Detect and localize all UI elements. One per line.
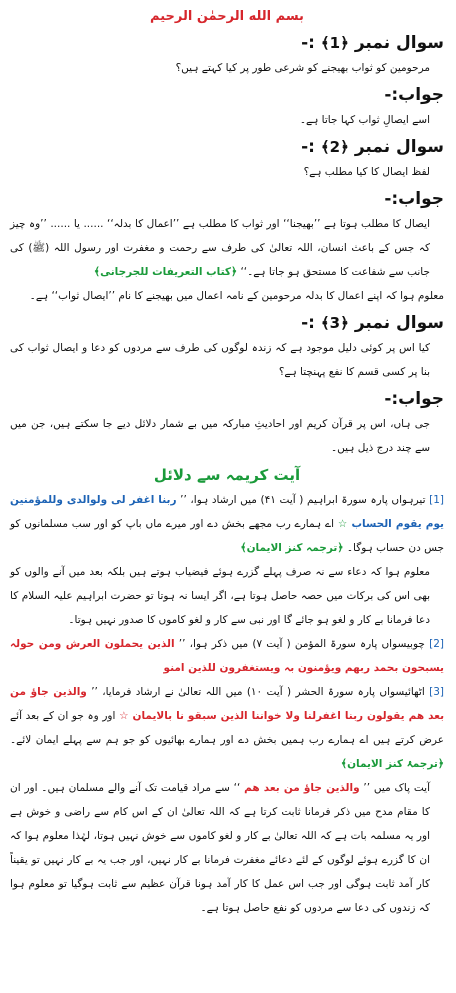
question-suffix: :- (301, 137, 315, 157)
answer-1-heading: جواب:- (384, 85, 444, 105)
evidence-translation: اور وہ جو ان کے بعد آئے عرض کرتے ہیں اے ہمارے رب ہمیں بخش دے اور ہمارے بھائیوں کو جو ہم سے پہلے ایمان لائے۔ (10, 710, 444, 746)
evidence-intro: چوبیسواں پارہ سورۃ المؤمن ( آیت ۷) میں ذکر ہوا، ’’ (178, 638, 425, 650)
question-3-text: کیا اس پر کوئی دلیل موجود ہے کہ زندہ لوگوں کی طرف سے مردوں کو دعا و ایصال ثواب کی بنا پر کسی قسم کا نفع پہنچتا ہے؟ (10, 342, 430, 378)
commentary-arabic: والذین جاؤ من بعد ھم (244, 782, 360, 794)
question-number: ﴿1﴾ (320, 34, 349, 52)
question-2-text: لفظ ایصال کا کیا مطلب ہے؟ (303, 166, 430, 178)
evidence-intro: تیرہواں پارہ سورۃ ابراہیم ( آیت ۴۱) میں ارشاد ہوا، ’’ (180, 494, 426, 506)
evidence-1 (10, 488, 444, 560)
commentary-lead: آیت پاک میں ’’ (363, 782, 430, 794)
question-2-heading (10, 136, 444, 158)
question-3-heading (10, 312, 444, 334)
answer-2-reference: ﴿کتاب التعریفات للجرجانی﴾ (93, 266, 238, 278)
question-label: سوال نمبر (354, 137, 444, 157)
evidence-reference: ﴿ترجمۂ کنز الایمان﴾ (340, 758, 444, 770)
answer-2-conclusion: معلوم ہوا کہ اپنے اعمال کا بدلہ مرحومین کے نامہ اعمال میں بھیجنے کا نام ’’ایصال ثواب‘‘ ہے۔ (29, 290, 444, 302)
evidence-intro: اٹھائیسواں پارہ سورۃ الحشر ( آیت ۱۰) میں اللہ تعالیٰ نے ارشاد فرمایا، ’’ (91, 686, 425, 698)
evidence-2 (10, 632, 444, 680)
evidence-arabic: ربنا اغفر لی ولوالدی وللمؤمنین یوم یقوم الحساب (10, 494, 444, 530)
evidence-3-commentary (10, 776, 444, 920)
evidence-number: [1] (429, 494, 445, 506)
evidence-translation: اے ہمارے رب مجھے بخش دے اور میرے ماں باپ کو اور سب مسلمانوں کو جس دن حساب ہوگا۔ (10, 518, 444, 554)
section-title: آیت کریمہ سے دلائل (153, 466, 301, 484)
question-1-text: مرحومین کو ثواب بھیجنے کو شرعی طور پر کیا کہتے ہیں؟ (175, 62, 430, 74)
commentary-rest: ‘‘ سے مراد قیامت تک آنے والے مسلمان ہیں۔ اور ان کا مقام مدح میں ذکر فرمانا ثابت کرتا ہے کہ اللہ تعالیٰ ان کے اس کام سے راضی و خوش ہے اور یہ مسلمہ بات ہے کہ اللہ تعالیٰ بے کار و لغو کاموں سے خوش نہیں ہوتا، لہٰذا معلوم ہوا کہ ان کا گزرے ہوئے لوگوں کے لئے دعائے مغفرت فرمانا بے کار نہیں، اور جب یہ بے کار نہیں تو یقیناً کار آمد ثابت ہوگی اور جب اس عمل کا کار آمد ہونا قرآن عظیم سے ثابت ہوگیا تو معلوم ہوا کہ زندوں کی دعا سے مردوں کو نفع حاصل ہوتا ہے۔ (10, 782, 430, 914)
answer-3-heading: جواب:- (384, 389, 444, 409)
evidence-number: [3] (429, 686, 444, 698)
question-label: سوال نمبر (354, 313, 444, 333)
star-icon: ☆ (119, 710, 129, 722)
answer-1-text: اسے ایصالِ ثواب کہا جاتا ہے۔ (299, 114, 430, 126)
question-number: ﴿2﴾ (320, 138, 349, 156)
answer-2-heading: جواب:- (384, 189, 444, 209)
answer-3-text: جی ہاں، اس پر قرآن کریم اور احادیثِ مبارکہ میں بے شمار دلائل دیے جا سکتے ہیں، جن میں سے چند درج ذیل ہیں۔ (10, 418, 430, 454)
evidence-reference: ﴿ترجمہ کنز الایمان﴾ (240, 542, 344, 554)
bismillah-header: بسم الله الرحمٰن الرحیم (150, 9, 304, 24)
evidence-number: [2] (429, 638, 444, 650)
question-suffix: :- (301, 33, 315, 53)
evidence-arabic: الذین یحملون العرش ومن حولہ یسبحون بحمد ربھم ویؤمنون بہ ویستغفرون للذین امنو (10, 638, 444, 674)
question-1-heading (10, 32, 444, 54)
question-suffix: :- (301, 313, 315, 333)
evidence-arabic: والذین جاؤ من بعد ھم یقولون ربنا اغفرلنا ولا خواننا الذین سبقو نا بالایمان (10, 686, 445, 722)
answer-2-paragraph (10, 212, 444, 284)
star-icon: ☆ (337, 518, 348, 530)
answer-2-text: ایصال کا مطلب ہوتا ہے ’’بھیجنا‘‘ اور ثواب کا مطلب ہے ’’اعمال کا بدلہ‘‘ ...... یا ...... ’’وہ چیز کہ جس کے باعث انسان، اللہ تعالیٰ کی طرف سے رحمت و مغفرت اور رسول اللہ (ﷺ) کی جانب سے شفاعت کا مستحق ہو جاتا ہے۔‘‘ (10, 218, 430, 278)
question-label: سوال نمبر (354, 33, 444, 53)
evidence-1-commentary: معلوم ہوا کہ دعاء سے نہ صرف پہلے گزرے ہوئے فیضیاب ہوتے ہیں بلکہ بعد میں آنے والوں کو بھی اس کی برکات میں حصہ حاصل ہوتا ہے، اگر ایسا نہ ہوتا تو حضرت ابراہیم علیہ السلام کا دعا فرمانا بے کار و لغو ہو جائے گا اور نبی سے کار و لغو کاموں کا صدور نہیں ہوتا۔ (10, 566, 430, 626)
evidence-3 (10, 680, 444, 776)
question-number: ﴿3﴾ (320, 314, 349, 332)
